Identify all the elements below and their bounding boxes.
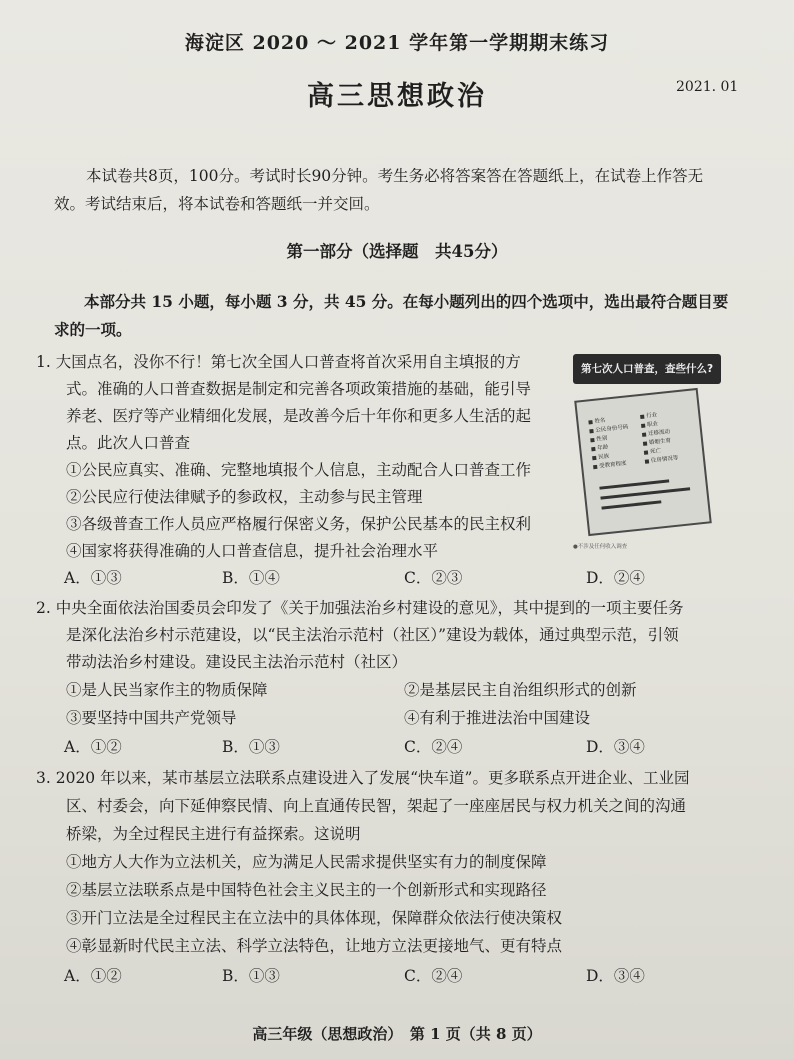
form-item: 行业 bbox=[640, 410, 658, 420]
form-item: 性别 bbox=[590, 434, 608, 444]
form-item: 民族 bbox=[592, 452, 610, 462]
bullet-icon bbox=[590, 437, 594, 441]
statement: ④彰显新时代民主立法、科学立法特色，让地方立法更接地气、更有特点 bbox=[66, 937, 563, 955]
form-item: 住房情况等 bbox=[644, 453, 678, 464]
question-text-line: 式。准确的人口普查数据是制定和完善各项政策措施的基础，能引导 bbox=[66, 380, 532, 398]
bullet-icon bbox=[588, 420, 592, 424]
statement: ④国家将获得准确的人口普查信息，提升社会治理水平 bbox=[66, 542, 439, 560]
statement: ③各级普查工作人员应严格履行保密义务，保护公民基本的民主权利 bbox=[66, 515, 532, 533]
option-c: C．②④ bbox=[404, 967, 463, 985]
question-text-line: 3. 2020 年以来，某市基层立法联系点建设进入了发展“快车道”。更多联系点开进企业、工业园 bbox=[36, 769, 690, 787]
option-d: D．③④ bbox=[586, 738, 645, 756]
instructions-line-2: 效。考试结束后，将本试卷和答题纸一并交回。 bbox=[54, 195, 380, 213]
section-title: 第一部分（选择题 共45分） bbox=[286, 242, 508, 261]
form-line bbox=[601, 500, 661, 509]
option-b: B．①③ bbox=[222, 738, 280, 756]
question-text-line: 点。此次人口普查 bbox=[66, 434, 191, 452]
statement: ①地方人大作为立法机关，应为满足人民需求提供坚实有力的制度保障 bbox=[66, 853, 547, 871]
infographic-note: ●不涉及任何收入调查 bbox=[573, 544, 628, 550]
page-footer: 高三年级（思想政治） 第 1 页（共 8 页） bbox=[252, 1025, 542, 1043]
option-b: B．①④ bbox=[222, 569, 280, 587]
statement: ③开门立法是全过程民主在立法中的具体体现，保障群众依法行使决策权 bbox=[66, 909, 563, 927]
question-text-line: 2. 中央全面依法治国委员会印发了《关于加强法治乡村建设的意见》，其中提到的一项主要任务 bbox=[36, 599, 684, 617]
bullet-icon bbox=[593, 464, 597, 468]
question-text-line: 是深化法治乡村示范建设，以“民主法治示范村（社区）”建设为载体，通过典型示范，引领 bbox=[66, 626, 679, 644]
option-a: A．①② bbox=[64, 967, 122, 985]
census-infographic bbox=[567, 350, 727, 560]
bullet-icon bbox=[642, 432, 646, 436]
question-text-line: 养老、医疗等产业精细化发展，是改善今后十年你和更多人生活的起 bbox=[66, 407, 532, 425]
form-item: 姓名 bbox=[588, 416, 606, 426]
infographic-banner: 第七次人口普查，查些什么? bbox=[573, 354, 721, 384]
question-text-line: 1. 大国点名，没你不行！第七次全国人口普查将首次采用自主填报的方 bbox=[36, 353, 521, 371]
option-c: C．②③ bbox=[404, 569, 463, 587]
option-d: D．②④ bbox=[586, 569, 645, 587]
form-item: 受教育程度 bbox=[593, 459, 627, 470]
bullet-icon bbox=[591, 446, 595, 450]
instructions-line-1: 本试卷共8页，100分。考试时长90分钟。考生务必将答案答在答题纸上，在试卷上作答无 bbox=[86, 167, 704, 185]
statement: ③要坚持中国共产党领导 bbox=[66, 709, 237, 727]
form-line bbox=[599, 479, 669, 489]
census-form-illustration bbox=[574, 388, 712, 536]
form-item: 死亡 bbox=[644, 446, 662, 456]
form-item: 年龄 bbox=[591, 443, 609, 453]
bullet-icon bbox=[641, 423, 645, 427]
question-text-line: 区、村委会，向下延伸察民情、向上直通传民智，架起了一座座居民与权力机关之间的沟通 bbox=[66, 797, 687, 815]
form-item: 职业 bbox=[641, 419, 659, 429]
statement: ①是人民当家作主的物质保障 bbox=[66, 681, 268, 699]
form-item: 迁移流动 bbox=[642, 427, 671, 438]
exam-title: 海淀区 2020 ～ 2021 学年第一学期期末练习 bbox=[184, 32, 610, 54]
form-line bbox=[600, 487, 690, 499]
statement: ①公民应真实、准确、完整地填报个人信息，主动配合人口普查工作 bbox=[66, 461, 532, 479]
subject-title: 高三思想政治 bbox=[307, 81, 487, 112]
question-text-line: 带动法治乡村建设。建设民主法治示范村（社区） bbox=[66, 653, 408, 671]
statement: ②公民应行使法律赋予的参政权，主动参与民主管理 bbox=[66, 488, 423, 506]
option-a: A．①③ bbox=[64, 569, 122, 587]
section-intro-line-1: 本部分共 15 小题，每小题 3 分，共 45 分。在每小题列出的四个选项中，选出最符合题目要 bbox=[84, 292, 729, 311]
exam-date: 2021. 01 bbox=[676, 79, 739, 95]
option-b: B．①③ bbox=[222, 967, 280, 985]
option-c: C．②④ bbox=[404, 738, 463, 756]
bullet-icon bbox=[589, 429, 593, 433]
question-text-line: 桥梁，为全过程民主进行有益探索。这说明 bbox=[66, 825, 361, 843]
option-a: A．①② bbox=[64, 738, 122, 756]
form-item: 婚姻生育 bbox=[643, 436, 672, 447]
option-d: D．③④ bbox=[586, 967, 645, 985]
section-intro-line-2: 求的一项。 bbox=[54, 320, 132, 339]
bullet-icon bbox=[643, 441, 647, 445]
statement: ②基层立法联系点是中国特色社会主义民主的一个创新形式和实现路径 bbox=[66, 881, 547, 899]
bullet-icon bbox=[640, 414, 644, 418]
bullet-icon bbox=[645, 459, 649, 463]
statement: ②是基层民主自治组织形式的创新 bbox=[404, 681, 637, 699]
bullet-icon bbox=[592, 455, 596, 459]
statement: ④有利于推进法治中国建设 bbox=[404, 709, 591, 727]
bullet-icon bbox=[644, 450, 648, 454]
form-item: 公民身份号码 bbox=[589, 422, 629, 434]
